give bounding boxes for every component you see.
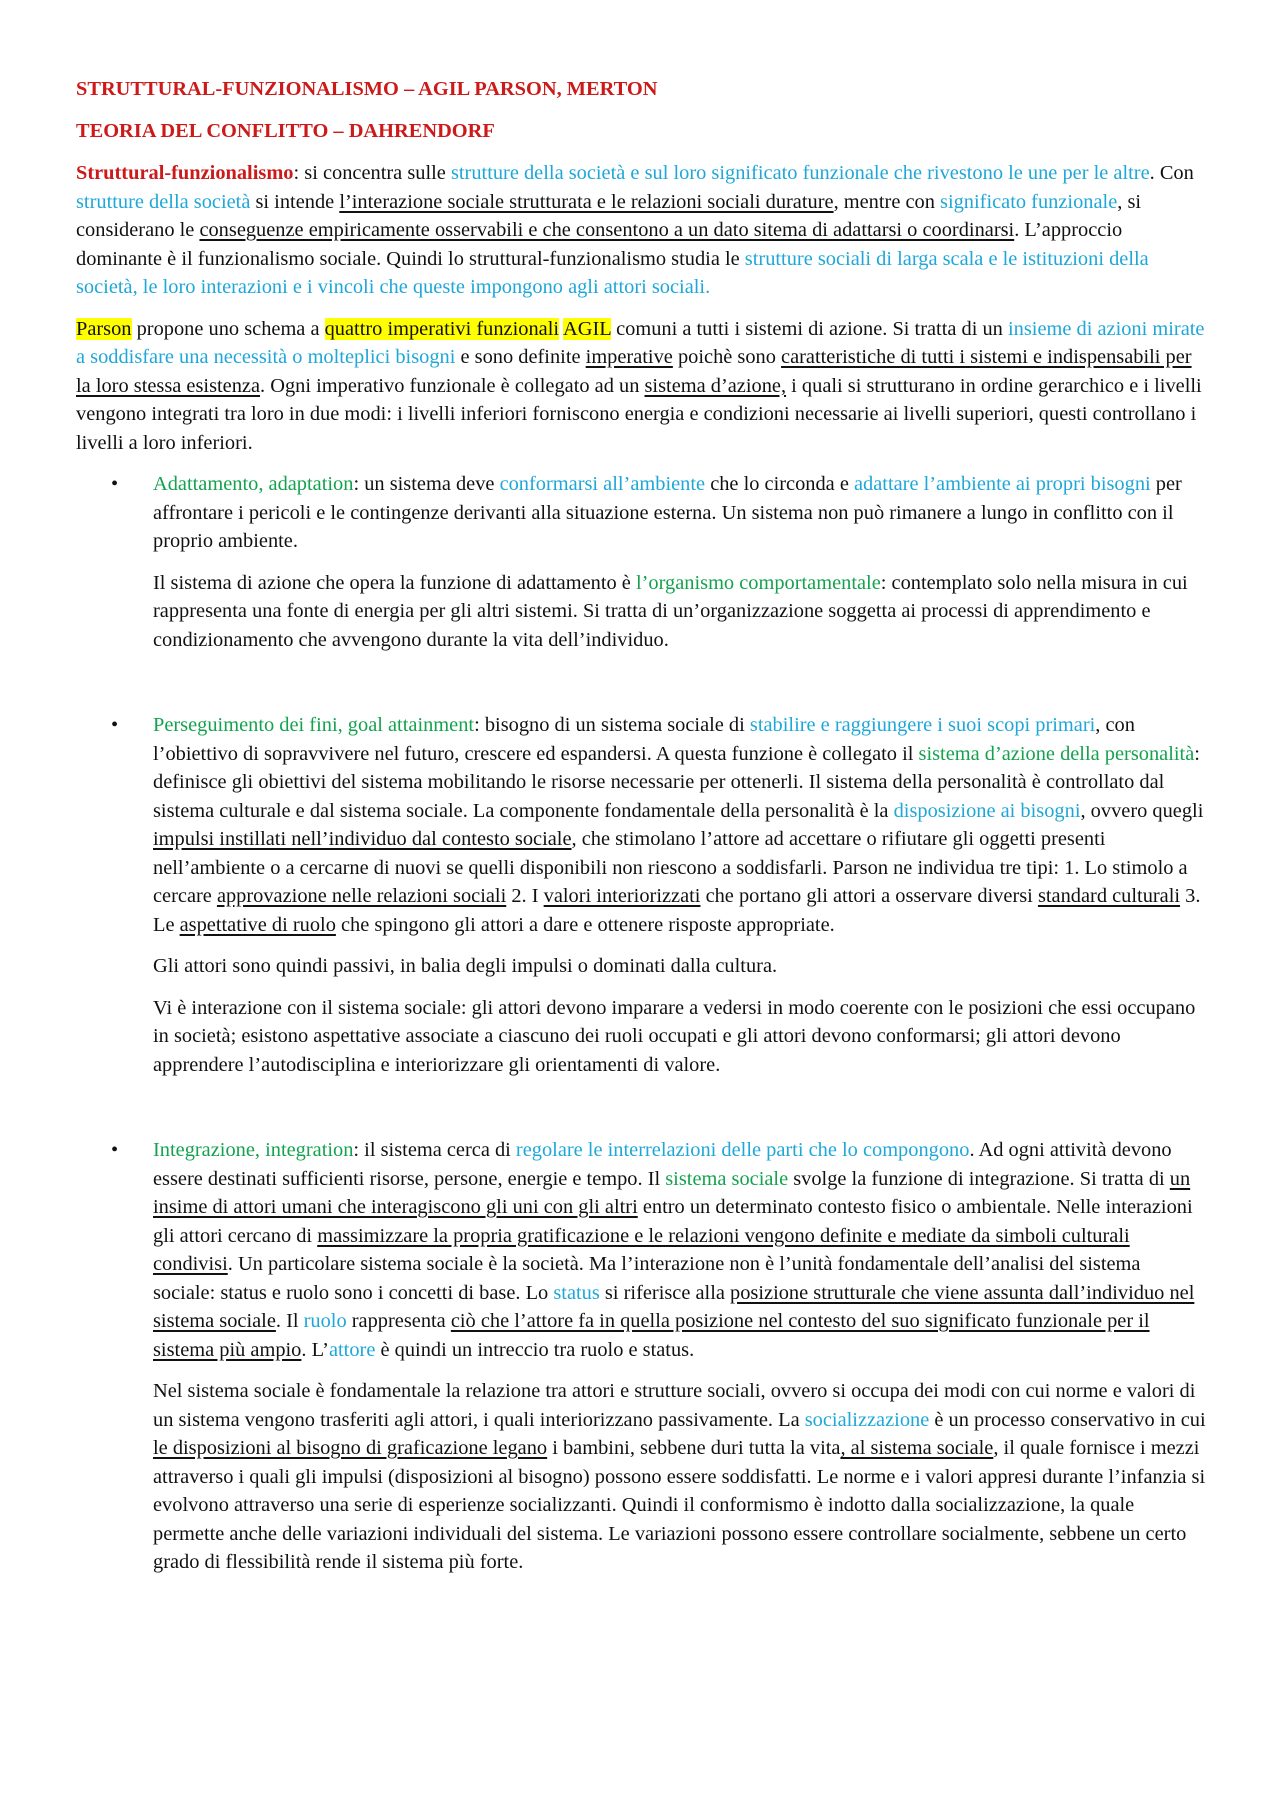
text-run: che portano gli attori a osservare diversi [700,885,1038,907]
text-run: Integrazione, integration [153,1139,354,1161]
text-run: propone uno schema a [131,317,325,340]
text-run: ciò che l’attore fa in quella posizione nel contesto del suo significato funzionale per il sistema più ampio [153,1310,1150,1361]
text-run: : un sistema deve [353,473,500,495]
socialization-paragraph [76,1377,1206,1577]
text-run: disposizione ai bisogni [893,799,1081,822]
text-run: 3. Le [153,885,1201,936]
text-run: . Con [1149,162,1194,184]
text-run: e sono definite [455,346,586,368]
text-run: sistema sociale [665,1167,789,1190]
text-run: AGIL [563,317,611,340]
text-run: Parson [76,317,132,340]
text-run: i quali si strutturano in ordine gerarchico e i livelli vengono integrati tra loro in due modi: i livelli inferiori forniscono energia e condizioni necessarie ai livelli superiori, questi controllano i livelli a loro inferiori. [76,374,1202,454]
text-run: , che stimolano l’attore ad accettare o rifiutare gli oggetti presenti nell’ambiente o a cercarne di nuovi se quelli disponibili non riescono a soddisfarli. Parson ne individua tre tipi: 1. Lo stimolo a cercare [153,828,1188,907]
text-run: caratteristiche di tutti i sistemi e indispensabili per la loro stessa esistenza [76,346,1192,397]
text-run: significato funzionale [940,190,1118,213]
heading-struttural-funzionalismo: STRUTTURAL-FUNZIONALISMO – AGIL PARSON, MERTON [76,78,658,100]
text-run: : contemplato solo nella misura in cui rappresenta una fonte di energia per gli altri sistemi. Si tratta di un’organizzazione soggetta ai processi di apprendimento e condizionamento che avvengono durante la vita dell’individuo. [153,571,1188,651]
text-run: Il sistema di azione che opera la funzione di adattamento è [153,571,636,594]
text-run: le disposizioni al bisogno di graficazione legano [153,1437,548,1459]
parson-paragraph [76,315,1206,458]
text-run: stabilire e raggiungere i suoi scopi primari [749,714,1096,736]
text-run: insieme di azioni mirate a soddisfare una necessità o molteplici bisogni [76,317,1205,368]
goal-attainment-paragraph [153,711,1206,939]
text-run: Struttural-funzionalismo [76,162,294,184]
text-run: Nel sistema sociale è fondamentale la relazione tra attori e strutture sociali, ovvero si occupa dei modi con cui norme e valori di un sistema vengono trasferiti agli attori, i quali interiorizzano passivamente. La [153,1380,1196,1431]
text-run: : bisogno di un sistema sociale di [474,714,750,736]
interaction-paragraph: Vi è interazione con il sistema sociale: gli attori devono imparare a vedersi in modo coerente con le posizioni che essi occupano in società; esistono aspettative associate a ciascuno dei ruoli occupati e gli attori devono conformarsi; gli attori devono apprendere l’autodisciplina e interiorizzare gli orientamenti di valore. [153,996,1196,1076]
text-run: che lo circonda e [705,473,854,495]
text-run: . L’ [301,1338,329,1361]
text-run: . Il [275,1310,304,1332]
text-run: regolare le interrelazioni delle parti che lo compongono [515,1139,970,1161]
text-run: . L’approccio dominante è il funzionalismo sociale. Quindi lo struttural-funzionalismo studia le [76,219,1123,270]
text-run: l’interazione sociale strutturata e le relazioni sociali durature [339,190,834,213]
text-run: status [553,1281,600,1304]
text-run: strutture della società e sul loro significato funzionale che rivestono le une per le altre [450,162,1150,184]
text-run: rappresenta [346,1310,451,1332]
text-run: . Un particolare sistema sociale è la società. Ma l’interazione non è l’unità fondamentale dell’analisi del sistema sociale: status e ruolo sono i concetti di base. Lo [153,1253,1141,1304]
bullet-marker: • [111,473,119,495]
bullet-integration [76,1136,1206,1364]
text-run: valori interiorizzati [543,885,701,907]
adaptation-system-paragraph [76,569,1206,655]
text-run: è un processo conservativo in cui [929,1408,1206,1431]
text-run: . Ogni imperativo funzionale è collegato ad un [260,374,645,397]
text-run: , il quale fornisce i mezzi attraverso i quali gli impulsi (disposizioni al bisogno) possono essere soddisfatti. Le norme e i valori appresi durante l’infanzia si evolvono attraverso una serie di esperienze socializzanti. Quindi il conformismo è indotto dalla socializzazione, la quale permette anche delle variazioni individuali del sistema. Le variazioni possono essere controllare socialmente, sebbene un certo grado di flessibilità rende il sistema più forte. [153,1437,1206,1573]
text-run: : definisce gli obiettivi del sistema mobilitando le risorse necessarie per ottenerli. Il sistema della personalità è controllato dal sistema culturale e dal sistema sociale. La componente fondamentale della personalità è la [153,742,1200,822]
text-run: , ovvero quegli [1080,799,1204,822]
text-run: imperative [585,346,673,368]
text-run: , con l’obiettivo di sopravvivere nel futuro, crescere ed espandersi. A questa funzione è collegato il [153,714,1135,765]
text-run: , mentre con [833,190,941,213]
text-run: svolge la funzione di integrazione. Si tratta di [788,1167,1170,1190]
text-run: strutture sociali di larga scala e le istituzioni della società, le loro interazioni e i vincoli che queste impongono agli attori sociali. [76,247,1149,298]
text-run: i bambini, sebbene duri tutta la vita [547,1437,841,1459]
text-run: l’organismo comportamentale [635,571,881,594]
text-run: comuni a tutti i sistemi di azione. Si tratta di un [610,317,1008,340]
intro-paragraph [76,159,1206,302]
text-run: ruolo [303,1310,347,1332]
text-run: , al sistema sociale [840,1437,994,1459]
text-run: sistema d’azione della personalità [918,742,1195,765]
text-run: è quindi un intreccio tra ruolo e status. [375,1338,695,1361]
text-run: si intende [250,190,340,213]
text-run: . Ad ogni attività devono essere destinati sufficienti risorse, persone, energie e tempo. Il [153,1139,1172,1190]
text-run: impulsi instillati nell’individuo dal contesto sociale [153,828,572,850]
text-run: massimizzare la propria gratificazione e le relazioni vengono definite e mediate da simboli culturali condivisi [153,1224,1130,1275]
text-run: Adattamento, adaptation [153,473,354,495]
bullet-marker: • [111,714,119,736]
passive-actors-paragraph: Gli attori sono quindi passivi, in balia degli impulsi o dominati dalla cultura. [153,955,778,977]
text-run: adattare l’ambiente ai propri bisogni [853,473,1151,495]
text-run: standard culturali [1037,885,1181,907]
text-run: , si considerano le [76,190,1142,241]
text-run: poichè sono [672,346,782,368]
text-run: socializzazione [804,1408,930,1431]
text-run: entro un determinato contesto fisico o ambientale. Nelle interazioni gli attori cercano di [153,1196,1193,1247]
adaptation-paragraph [153,470,1206,556]
bullet-marker: • [111,1139,119,1161]
bullet-goal-attainment [76,711,1206,939]
bullet-adaptation [76,470,1206,556]
text-run: conseguenze empiricamente osservabili e che consentono a un dato sitema di adattarsi o coordinarsi [199,219,1015,241]
text-run: sistema d’azione, [644,374,787,397]
text-run: attore [328,1338,376,1361]
text-run: : si concentra sulle [293,162,451,184]
heading-teoria-conflitto: TEORIA DEL CONFLITTO – DAHRENDORF [76,120,495,142]
text-run: che spingono gli attori a dare e ottenere risposte appropriate. [335,913,835,936]
text-run: posizione strutturale che viene assunta dall’individuo nel sistema sociale [153,1281,1195,1332]
text-run: approvazione nelle relazioni sociali [216,885,507,907]
text-run: Perseguimento dei fini, goal attainment [153,714,475,736]
text-run: quattro imperativi funzionali [324,317,560,340]
text-run: per affrontare i pericoli e le contingenze derivanti alla situazione esterna. Un sistema non può rimanere a lungo in conflitto con il proprio ambiente. [153,473,1182,552]
integration-paragraph [153,1136,1206,1364]
text-run: si riferisce alla [599,1281,731,1304]
text-run: aspettative di ruolo [179,913,336,936]
text-run: un insime di attori umani che interagiscono gli uni con gli altri [153,1167,1191,1218]
text-run: 2. I [506,885,544,907]
text-run: conformarsi all’ambiente [499,473,706,495]
text-run: strutture della società [76,190,251,213]
text-run: : il sistema cerca di [353,1139,516,1161]
